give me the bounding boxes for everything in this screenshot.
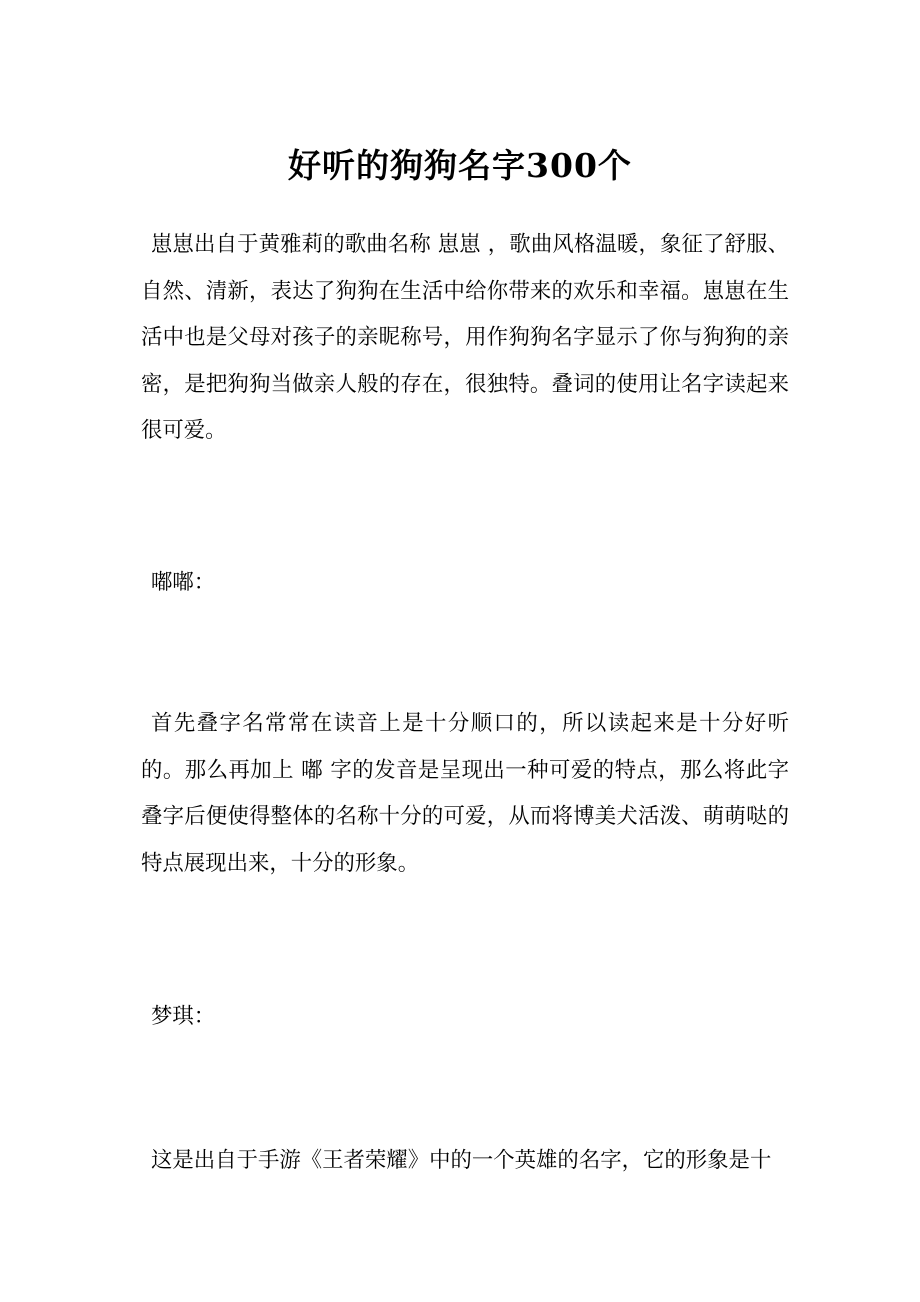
paragraph-mengqi: 这是出自于手游《王者荣耀》中的一个英雄的名字，它的形象是十 bbox=[151, 1148, 772, 1173]
paragraph-dudu: 首先叠字名常常在读音上是十分顺口的，所以读起来是十分好听的。那么再加上 嘟 字的发音是呈现出一种可爱的特点，那么将此字叠字后便使得整体的名称十分的可爱，从而将博美犬活泼、萌萌哒的特点展现出来，十分的形象。 bbox=[141, 711, 789, 876]
heading-dudu: 嘟嘟： bbox=[151, 570, 216, 595]
heading-mengqi: 梦琪： bbox=[151, 1004, 216, 1029]
paragraph-zaizai: 崽崽出自于黄雅莉的歌曲名称 崽崽 ，歌曲风格温暖，象征了舒服、自然、清新，表达了狗狗在生活中给你带来的欢乐和幸福。崽崽在生活中也是父母对孩子的亲昵称号，用作狗狗名字显示了你与狗狗的亲密，是把狗狗当做亲人般的存在，很独特。叠词的使用让名字读起来很可爱。 bbox=[141, 232, 789, 443]
document-title: 好听的狗狗名字300个 bbox=[288, 146, 632, 185]
